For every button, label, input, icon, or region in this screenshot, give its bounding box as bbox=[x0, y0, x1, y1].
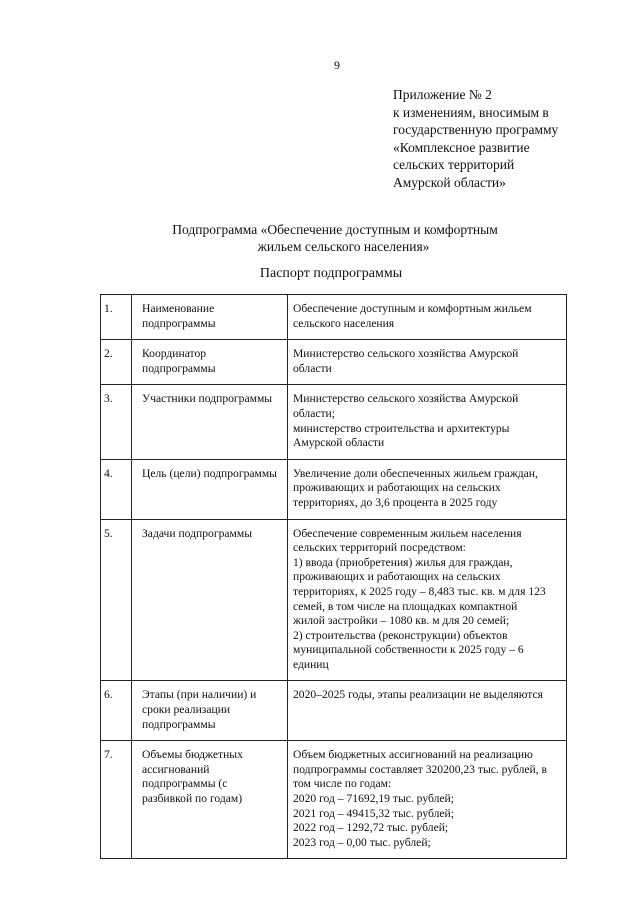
row-name bbox=[132, 385, 288, 459]
row-value-line: проживающих и работающих на сельских bbox=[293, 570, 501, 584]
table-row bbox=[101, 741, 567, 859]
row-value bbox=[288, 519, 567, 681]
table-row bbox=[101, 459, 567, 519]
row-name-line: Участники подпрограммы bbox=[142, 392, 273, 406]
row-name-line: подпрограммы bbox=[142, 717, 216, 731]
row-value bbox=[288, 385, 567, 459]
row-value-line: области bbox=[293, 361, 332, 375]
row-value-line: Объем бюджетных ассигнований на реализацию bbox=[293, 748, 533, 762]
row-name bbox=[132, 340, 288, 385]
passport-title: Паспорт подпрограммы bbox=[259, 266, 403, 281]
table-row bbox=[101, 340, 567, 385]
subprogram-title-line: жильем сельского населения» bbox=[257, 239, 430, 254]
appendix-line: Амурской области» bbox=[393, 174, 506, 190]
row-name bbox=[132, 681, 288, 741]
subprogram-title bbox=[0, 221, 640, 255]
row-value-line: том числе по годам: bbox=[293, 777, 392, 791]
table-row bbox=[101, 385, 567, 459]
row-value-line: муниципальной собственности к 2025 году – 6 bbox=[293, 643, 524, 657]
subprogram-title-line: Подпрограмма «Обеспечение доступным и комфортным bbox=[172, 222, 498, 237]
appendix-line: к изменениям, вносимым в bbox=[393, 104, 549, 120]
row-value-line: проживающих и работающих на сельских bbox=[293, 481, 501, 495]
row-name-line: Координатор bbox=[142, 347, 207, 361]
row-value-line: Амурской области bbox=[293, 436, 385, 450]
row-value-line: сельских территорий посредством: bbox=[293, 541, 466, 555]
row-name-line: разбивкой по годам) bbox=[142, 792, 243, 806]
row-value bbox=[288, 340, 567, 385]
row-value-line: Министерство сельского хозяйства Амурской bbox=[293, 392, 519, 406]
row-value-line: министерство строительства и архитектуры bbox=[293, 421, 510, 435]
row-value-line: единиц bbox=[293, 657, 329, 671]
row-value-line: подпрограммы составляет 320200,23 тыс. рублей, в bbox=[293, 762, 547, 776]
row-name-line: подпрограммы bbox=[142, 361, 216, 375]
row-number: 3. bbox=[101, 385, 132, 459]
appendix-line: сельских территорий bbox=[393, 157, 515, 172]
row-value-line: 2020–2025 годы, этапы реализации не выделяются bbox=[293, 688, 543, 702]
row-value-line: сельского населения bbox=[293, 316, 395, 330]
table-row bbox=[101, 295, 567, 340]
row-value bbox=[288, 681, 567, 741]
page-number: 9 bbox=[334, 58, 340, 72]
row-number: 1. bbox=[101, 295, 132, 340]
row-name bbox=[132, 519, 288, 681]
row-value-line: 2) строительства (реконструкции) объектов bbox=[293, 628, 508, 642]
passport-table bbox=[100, 294, 567, 859]
row-name bbox=[132, 459, 288, 519]
appendix-line: государственную программу bbox=[393, 122, 559, 137]
row-name-line: ассигнований bbox=[142, 762, 210, 776]
row-number: 2. bbox=[101, 340, 132, 385]
row-number: 6. bbox=[101, 681, 132, 741]
row-name-line: подпрограммы (с bbox=[142, 777, 228, 791]
row-number: 4. bbox=[101, 459, 132, 519]
row-value-line: 2020 год – 71692,19 тыс. рублей; bbox=[293, 792, 454, 806]
row-value-line: Министерство сельского хозяйства Амурской bbox=[293, 347, 519, 361]
row-name bbox=[132, 295, 288, 340]
appendix-block bbox=[393, 86, 558, 191]
row-value bbox=[288, 741, 567, 859]
row-number: 5. bbox=[101, 519, 132, 681]
row-name-line: Задачи подпрограммы bbox=[142, 526, 252, 540]
row-value-line: территориях, к 2025 году – 8,483 тыс. кв. м для 123 bbox=[293, 584, 546, 598]
row-value-line: жилой застройки – 1080 кв. м для 20 семей; bbox=[293, 614, 510, 628]
row-name-line: Цель (цели) подпрограммы bbox=[142, 466, 277, 480]
table-row bbox=[101, 519, 567, 681]
row-number: 7. bbox=[101, 741, 132, 859]
row-value-line: семей, в том числе на площадках компактной bbox=[293, 599, 518, 613]
appendix-line: Приложение № 2 bbox=[393, 87, 492, 102]
row-name-line: Объемы бюджетных bbox=[142, 748, 243, 762]
row-value bbox=[288, 295, 567, 340]
row-value-line: 2022 год – 1292,72 тыс. рублей; bbox=[293, 821, 449, 835]
row-value-line: области; bbox=[293, 406, 335, 420]
row-value-line: 2023 год – 0,00 тыс. рублей; bbox=[293, 835, 431, 849]
row-value-line: Обеспечение доступным и комфортным жильем bbox=[293, 302, 532, 315]
row-name-line: Этапы (при наличии) и bbox=[142, 688, 257, 702]
row-value-line: Увеличение доли обеспеченных жильем граждан, bbox=[293, 466, 538, 480]
row-name bbox=[132, 741, 288, 859]
row-name-line: Наименование bbox=[142, 302, 215, 315]
row-value-line: 2021 год – 49415,32 тыс. рублей; bbox=[293, 806, 454, 820]
table-row bbox=[101, 681, 567, 741]
row-name-line: сроки реализации bbox=[142, 703, 231, 717]
row-value bbox=[288, 459, 567, 519]
row-name-line: подпрограммы bbox=[142, 316, 216, 330]
row-value-line: Обеспечение современным жильем населения bbox=[293, 526, 522, 540]
appendix-line: «Комплексное развитие bbox=[393, 139, 530, 155]
row-value-line: территориях, до 3,6 процента в 2025 году bbox=[293, 495, 498, 509]
row-value-line: 1) ввода (приобретения) жилья для граждан, bbox=[293, 555, 513, 569]
